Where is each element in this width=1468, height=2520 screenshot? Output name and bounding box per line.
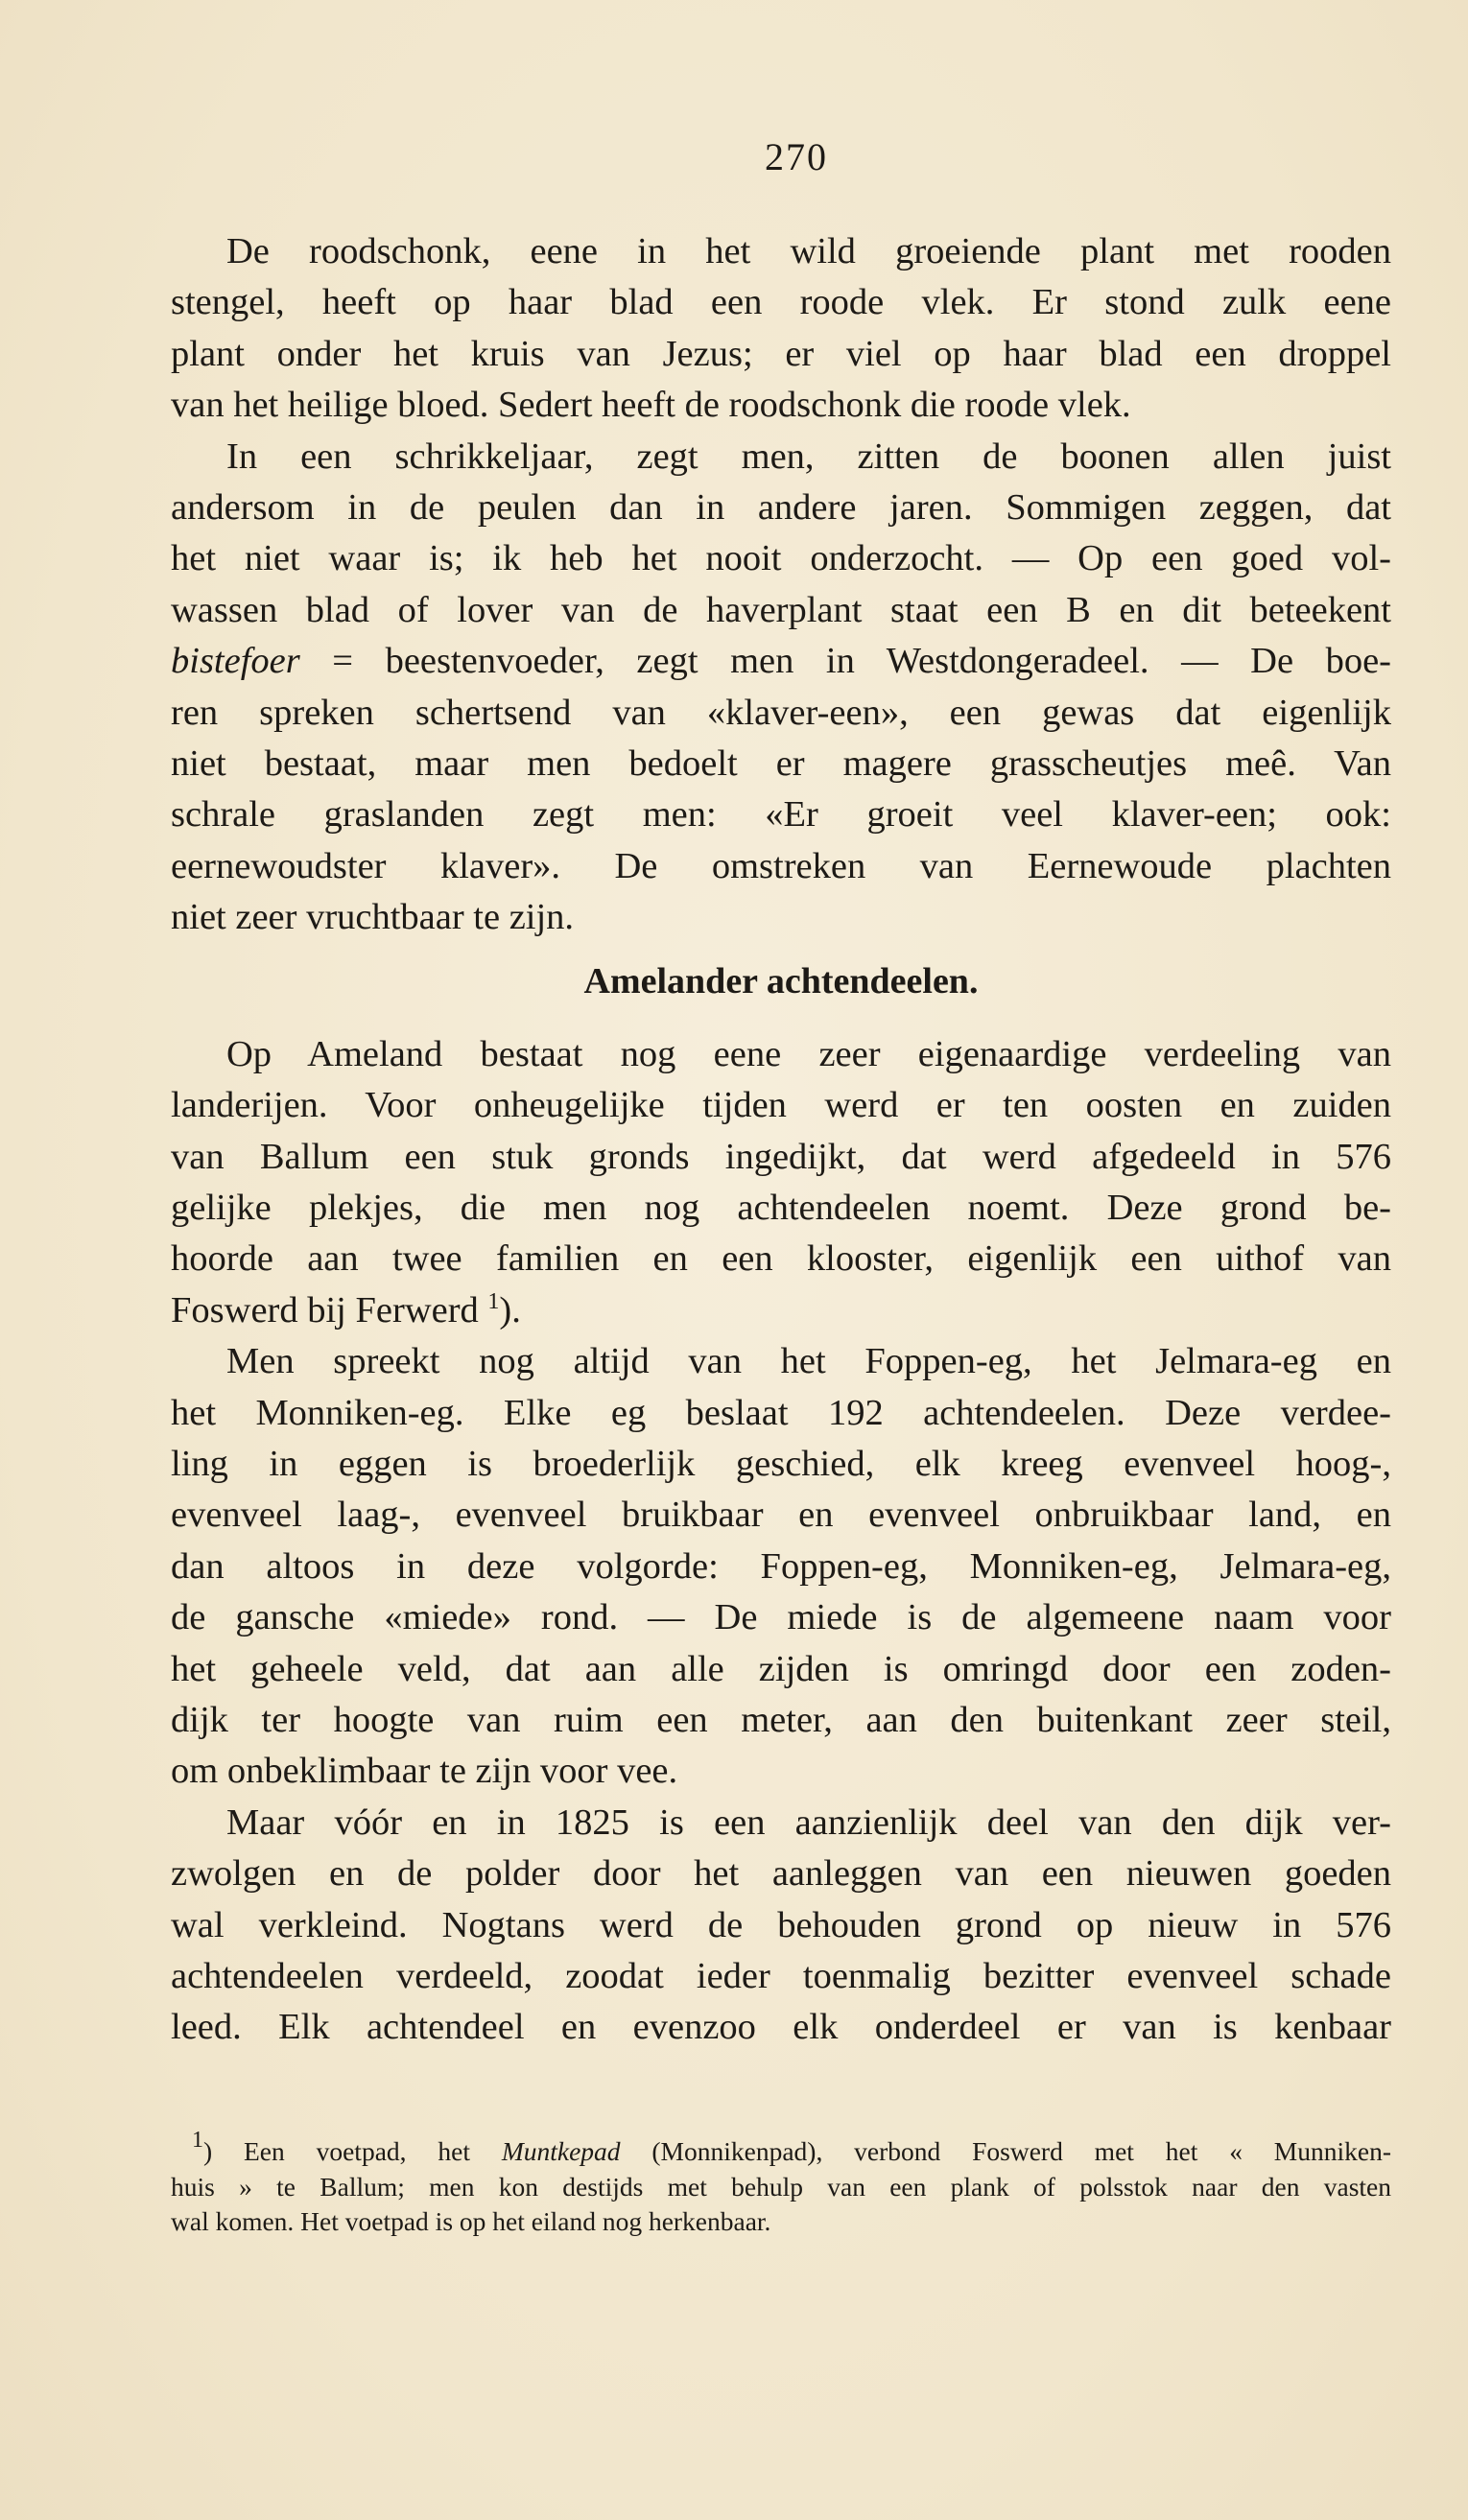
- text-line: leed. Elk achtendeel en evenzoo elk onderdeel er van is kenbaar: [171, 2007, 1391, 2048]
- text-line: evenveel laag-, evenveel bruikbaar en evenveel onbruikbaar land, en: [171, 1495, 1391, 1536]
- italic-term: bistefoer: [171, 641, 300, 682]
- text-line: hoorde aan twee familien en een klooster, eigenlijk een uithof van: [171, 1238, 1391, 1280]
- text-line: niet zeer vruchtbaar te zijn.: [171, 897, 575, 938]
- text-line: niet bestaat, maar men bedoelt er magere grasscheutjes meê. Van: [171, 742, 1391, 784]
- text-fragment: (Monnikenpad), verbond Foswerd met het « Munniken-: [651, 2136, 1391, 2166]
- text-line: Maar vóór en in 1825 is een aanzienlijk deel van den dijk ver-: [226, 1802, 1391, 1843]
- text-line: ling in eggen is broederlijk geschied, elk kreeg evenveel hoog-,: [171, 1443, 1391, 1484]
- text-line: schrale graslanden zegt men: «Er groeit veel klaver-een; ook:: [171, 794, 1391, 836]
- section-heading: Amelander achtendeelen.: [583, 961, 979, 1002]
- text-line: zwolgen en de polder door het aanleggen van een nieuwen goeden: [171, 1853, 1391, 1895]
- text-fragment: Foswerd bij Ferwerd: [171, 1289, 479, 1331]
- text-line: De roodschonk, eene in het wild groeiende plant met rooden: [226, 231, 1391, 271]
- text-fragment: = beestenvoeder, zegt men in Westdongeradeel. — De boe-: [332, 641, 1391, 682]
- text-line: [171, 1285, 1391, 1336]
- text-line: wal verkleind. Nogtans werd de behouden grond op nieuw in 576: [171, 1904, 1391, 1945]
- text-line: wassen blad of lover van de haverplant staat een B en dit beteekent: [171, 589, 1391, 630]
- text-line: om onbeklimbaar te zijn voor vee.: [171, 1751, 678, 1792]
- text-line: achtendeelen verdeeld, zoodat ieder toenmalig bezitter evenveel schade: [171, 1955, 1391, 1996]
- text-line: eernewoudster klaver». De omstreken van Eernewoude plachten: [171, 845, 1391, 886]
- text-line: Men spreekt nog altijd van het Foppen-eg, het Jelmara-eg en: [226, 1341, 1391, 1382]
- text-line: In een schrikkeljaar, zegt men, zitten de boonen allen juist: [226, 436, 1391, 477]
- text-line: Op Ameland bestaat nog eene zeer eigenaardige verdeeling van: [226, 1033, 1391, 1074]
- text-line: dan altoos in deze volgorde: Foppen-eg, Monniken-eg, Jelmara-eg,: [171, 1545, 1391, 1587]
- page-number: 270: [765, 135, 828, 178]
- footnote-line: wal komen. Het voetpad is op het eiland nog herkenbaar.: [171, 2206, 771, 2236]
- text-line: het niet waar is; ik heb het nooit onderzocht. — Op een goed vol-: [171, 538, 1391, 579]
- text-fragment: ) Een voetpad, het: [203, 2136, 470, 2166]
- footnotes: [171, 2128, 1391, 2240]
- text-line: gelijke plekjes, die men nog achtendeelen noemt. Deze grond be-: [171, 1188, 1391, 1229]
- text-line: van Ballum een stuk gronds ingedijkt, dat werd afgedeeld in 576: [171, 1136, 1391, 1177]
- text-line: het geheele veld, dat aan alle zijden is omringd door een zoden-: [171, 1648, 1391, 1689]
- body-text: [171, 226, 1391, 2054]
- footnote-line: [171, 2128, 1391, 2170]
- text-line: stengel, heeft op haar blad een roode vlek. Er stond zulk eene: [171, 282, 1391, 323]
- text-line: dijk ter hoogte van ruim een meter, aan den buitenkant zeer steil,: [171, 1699, 1391, 1740]
- text-line: van het heilige bloed. Sedert heeft de roodschonk die roode vlek.: [171, 385, 1131, 426]
- text-line: de gansche «miede» rond. — De miede is de algemeene naam voor: [171, 1597, 1391, 1638]
- text-line: landerijen. Voor onheugelijke tijden werd er ten oosten en zuiden: [171, 1085, 1391, 1126]
- italic-term: Muntkepad: [501, 2136, 621, 2166]
- text-line: plant onder het kruis van Jezus; er viel op haar blad een droppel: [171, 333, 1391, 374]
- footnote-line: huis » te Ballum; men kon destijds met behulp van een plank of polsstok naar den vasten: [171, 2171, 1391, 2202]
- footnote-marker: 1: [192, 2128, 203, 2153]
- text-line: andersom in de peulen dan in andere jaren. Sommigen zeggen, dat: [171, 486, 1391, 528]
- text-line: ren spreken schertsend van «klaver-een», een gewas dat eigenlijk: [171, 692, 1391, 733]
- text-line: het Monniken-eg. Elke eg beslaat 192 achtendeelen. Deze verdee-: [171, 1392, 1391, 1433]
- text-line: [171, 636, 1391, 687]
- footnote-reference[interactable]: 1: [487, 1288, 500, 1314]
- text-fragment: ).: [499, 1289, 521, 1331]
